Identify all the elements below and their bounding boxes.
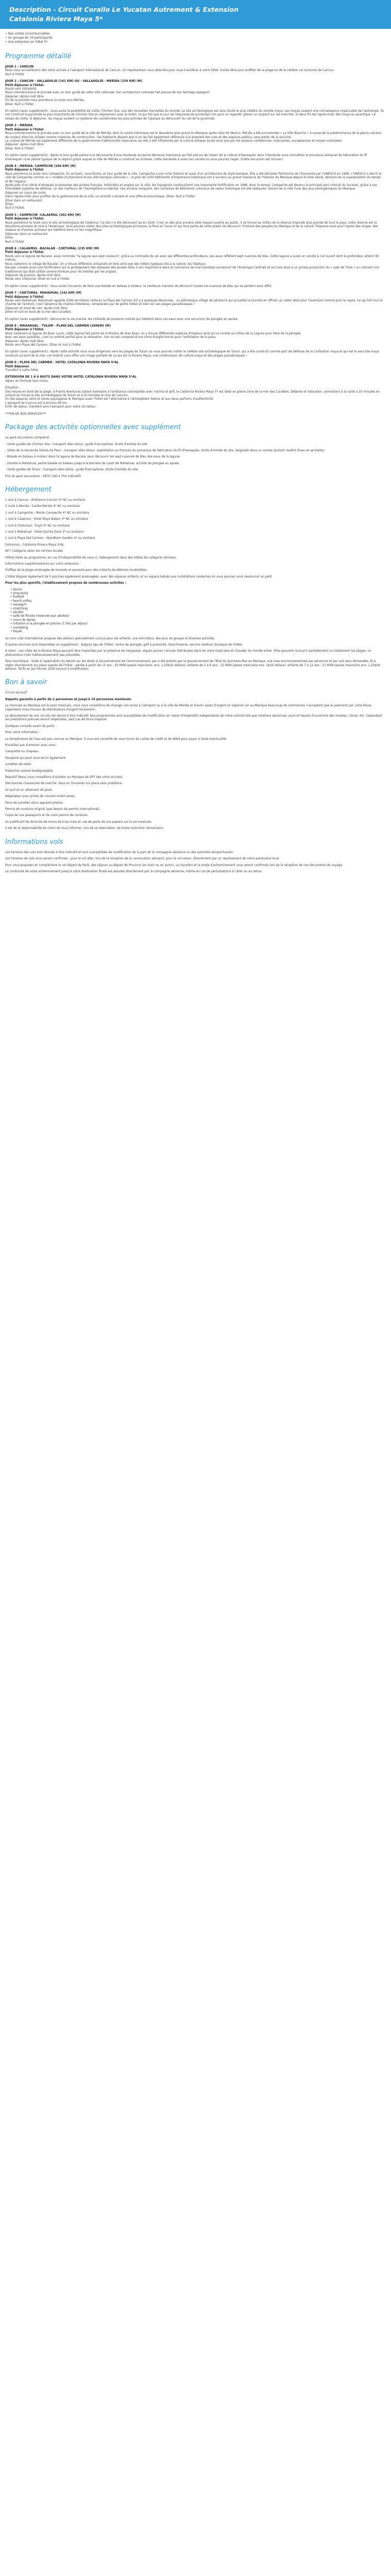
text-line: Les horaires de vols vous seront confirmés : pour le vol aller, lors de la réception de la convocation aéroport, pour le vol retour, directement par un représentant de notre partenaire local. (5, 857, 280, 861)
text-line: Adaptateur pour prises de courant américaines. (5, 795, 76, 799)
text-line: Route vers la lagune de Bacalar, aussi nommée "la lagune aux sept couleurs", grâce au contraste de sol avec ses différentes profondeurs, ses eaux reflètent sept nuances de bleu. Cette lagune a aussi un cenote à ciel ouvert dont la profondeur atteint 90 mètres. (5, 255, 379, 262)
text-line: Le pack excursions comprend : (5, 436, 51, 440)
text-line: Après près d'un siècle d'attaques incessantes des pirates français, hollandais et anglais sur la ville, les Espagnols construisirent une importante fortification en 1686. Avec le temps, Campeche est devenu le principal port colonial du Yucatan, grâce à son formidable système de défense, un des meilleurs de l'hémisphère occidental. Ces anciens remparts, des centaines de bâtiments coloniaux de valeur historique ont été restaurés, faisant de la ville l'une des plus photogéniques du Mexique. (5, 183, 378, 191)
text-line: Casquette ou chapeau. (5, 750, 40, 754)
text-line: Taxe touristique : Suite à l'application du décret sur les droits à Gouvernement de l'environnement, par e été publiés par le gouvernement de l'État du Quintana Roo au Mexique, une taxe environnementale par personne et par nuit sera demandée, et à régler directement sur place auprès de l'hôtel : adulte à partir de 13 ans : 30 MXN (pesos mexicains, env. 1,50$US dollars), enfants de 2 à 6 ans : 15 MXN (pesos mexicains env. 1$US dollars), enfants de 7 à 12 ans : 21 MXN (pesos mexicains env. 1,10$US dollars). Tarifs en Jan Février 2026 soumis à modification. (5, 660, 381, 671)
text-line: Petit déjeuner. (5, 365, 30, 368)
text-line: En des espaces verts et zones paysagères le Mexique aussi l'hôtel est l'alternative à l'atmosphère festive et aux deux parfums d'authenticité. (5, 398, 214, 401)
text-line: Prix du pack excursions : 287€ (183 € Prix indicatif) (5, 474, 81, 478)
text-line: - Visite guidée de Tulum : transport aller-retour, guide francophone, droits d'entrée du site. (5, 468, 139, 472)
text-line: Séjour en formule tout inclus. (5, 379, 49, 383)
text-line: Petit déjeuner à l'hôtel. (5, 168, 45, 172)
list-item: • beach-volley (10, 600, 384, 603)
list-item: • Kayak (10, 630, 384, 634)
list-item: • Une extension en hôtel 5* (5, 40, 384, 44)
text-line: A noter : Les côtes de la Riviera Maya peuvent être impactées par la présence de Sargasses, algues jaunes / brunes distribuées dans les mers tropicales et chaudes du monde entier. Elles peuvent recouvrir partiellement ou totalement les plages, ce phénomène n'est malheureusement pas prévisible. (5, 650, 371, 657)
text-line: 1 nuit à Mahahual : Hotel Quinta Zone 3* ou similaire (5, 530, 84, 534)
text-line: Nous visiterons la lagune de Kaan Luum, cette lagune fait partie de la Riviera de Sian Kaan, on y trouve différentes espèces d'oiseaux ainsi qu'un cenote au milieu de la Lagune pour faire de la plongée. (5, 332, 302, 335)
text-line: Nous vous accueillerons dès votre arrivée à l'aéroport international de Cancun. Un représentant vous attendra pour vous transférer à votre hôtel. Soirée libre pour profiter de la plage ou de la célèbre vie nocturne de Cancun. (5, 69, 335, 73)
text-line: - Visite de la Hacienda Sotuta de Peon : transport aller-retour, exploitation au français du processus de fabrication du fil d'henequén, droits d'entrée du site, baignade dans un cenote (prévoir maillot d'eau et serviette). (5, 449, 325, 452)
text-line: - Balade en bateau à moteur dans la lagune de Bacalar pour découvrir les sept nuances de bleu des eaux de la lagune (5, 455, 180, 459)
text-line: Nuit à l'hôtel. (5, 73, 25, 76)
text-line: Dîner. (5, 203, 14, 206)
bon-savoir-heading: Bon à savoir (5, 679, 47, 687)
programme-days (5, 65, 384, 416)
text-line: Des heures en bord de la plage, à Puerto Aventuras station balnéaire à l'ambiance cosmopolite avec marina et golf, le Catalonia Riviera Maya 5* est idéal en pleine zone de la mer des Caraïbes. Détente et relaxation, animations à la carte à 20 minutes en voiture se trouve le site archéologique de Tulum et à 50 minutes en bus de Cancún. (5, 390, 380, 398)
text-line: 2 nuits à Merida : Caribe Merida 4* NC ou similaire (5, 505, 80, 509)
text-line: Quelques conseils avant de partir : (5, 724, 57, 728)
text-line: Dans l'après-midi, pour profiter de la gastronomie de la ville, un activité culinaire et une offre écotouristique. Dîner. Nuit à l'hôtel. (5, 195, 196, 199)
text-line: N'oubliez pas d'amener avec vous : (5, 744, 58, 747)
text-line: NC* Catégorie selon les normes locales (5, 550, 63, 553)
day-block (5, 376, 384, 383)
text-line: Transfert à votre hôtel. (5, 369, 39, 372)
text-line: 1 nuit à Campeche : Misión Campeche 4* NC ou similaire (5, 511, 89, 515)
text-line: Circuit exclusif (5, 691, 27, 695)
day-title: JOUR 6 : CALAKMUL -BACALAR - CHETUMAL (235 KM) (M) (5, 247, 100, 251)
day-block (5, 165, 384, 211)
text-line: Pour votre information : (5, 731, 40, 735)
day-block (5, 154, 384, 162)
text-line: L'hôtel dispose également de 5 piscines également aménagées, avec des espaces enfants, et un espace balnéo aux installations modernes où vous pourrez vous ressourcer en petit. (5, 575, 273, 579)
text-line: - Visite guidée de Chichen Itza : transport aller-retour, guide francophone, droits d'entrée du site (5, 443, 148, 446)
day-block (5, 386, 384, 409)
text-line: Petit déjeuner à l'hôtel. (5, 328, 45, 332)
text-line: 1 nuit à Calakmul : Hotel Maya Balam 3* NC ou similaire (5, 518, 88, 521)
text-line: Nuit à l'hôtel. (5, 207, 25, 210)
text-line: Dîner. Nuit à l'hôtel. (5, 103, 35, 106)
text-line: Nous commencerons la journée avec un tour guidé de la ville de Mérida, dont le centre historique est le deuxième plus grand du Mexique après celui de Mexico. Mérida a été surnommée « La Ville Blanche » à cause de la prédominance de la pierre calcaire de couleur blanche utilisée comme matériau de construction ; les habitants étaient que si on les fait également référence à la propreté des rues et des espaces publics, sans parler de la sécurité. (5, 132, 381, 139)
list-item: • salle de fitness (réservée aux adultes) (10, 615, 384, 618)
text-line: Lunettes de soleil. (5, 763, 32, 767)
list-item: • snorkeling (10, 626, 384, 630)
text-line: L'aéroport de Cancun est à environ 80 km. (5, 401, 68, 405)
text-line: Fin de la journée nous prendrons la route vers Mérida. (5, 99, 85, 103)
day-title: JOUR 1 : CANCUN (5, 65, 34, 69)
text-line: Enfin de séjour, transfert vers l'aéroport pour votre vol retour. (5, 405, 96, 409)
day-block (5, 247, 384, 282)
banner-title-line2: Catalonia Riviera Maya 5* (9, 15, 103, 23)
text-line: Dîner. (5, 236, 14, 240)
text-line: Départs garantis à partir de 2 personnes et jusqu'à 19 personnes maximum. (5, 698, 132, 701)
day-block (5, 285, 384, 289)
day-title: JOUR 9 : PLAYA DEL CARMEN - HOTEL CATALONIA RIVIERA MAYA 5*AL (5, 361, 119, 365)
text-line: Répulsif (Nous vous conseillons d'acheter au Mexique de OFF des votre arrivée). (5, 776, 123, 779)
text-line: Paire de jumelles et/ou appareil photos. (5, 801, 63, 805)
list-item: • football (10, 596, 384, 599)
day-block (5, 350, 384, 358)
text-line: Petit déjeuner à l'hôtel. (5, 83, 45, 87)
text-line: La température de l'eau est peu connue au Mexique. Il vous est conseillé de vous munir de cartes de crédit et de débit pour payer à toute éventualité. (5, 737, 227, 741)
text-line: Déjeuner dans un restaurant. (5, 232, 48, 236)
text-line: 1 nuit à Chetumal : Truyh 4* NC ou similaire (5, 524, 70, 528)
text-line: La monnaie au Mexique est le peso mexicain, nous vous conseillons de changer vos euros à l'aéroport ou à la ville de Mérida et d'avoir assez d'argent en espèces car au Mexique beaucoup de commerces n'acceptent pas le paiement par carte bleue. Cependant vous trouvez de distributeurs d'argent facilement. (5, 704, 372, 711)
informations-heading: Informations vols (5, 838, 63, 846)
text-line: D'autres services sont disponibles en supplément : Aalgrys Spa de l'hôtel, centre de plongée, golf à proximité, blanchisserie, service médical, boutique de l'hôtel. (5, 643, 243, 647)
text-line: En option (avec supplément) : Après le tour guidé partez à la découverte d'une Hacienda ancienne demeure mexicaine qui fait preuve de l'essor de la culture d'Henequén dans l'Hacienda vous connaîtrez le processus artisanal de fabrication du fil d'henequén (une plante typique de la région) grâce auquel la ville de Mérida a construit sa richesse. Cette Hacienda à aussi son cenote où vous pourrez nager. (Cette excursion est incluse.) (5, 154, 367, 161)
text-line: Profitez de la plage aménagée de transats et parasols pour des instants de détente inoubliables. (5, 569, 148, 572)
day-title: EXTENSION DE 1 À 6 NUITS DANS VOTRE HOTEL CATALONIA RIVIERA MAYA 5*AL (5, 376, 137, 379)
text-line: En option (avec supplément) : Découvrez la vie marine, les milliards de poissons colorés qui habitent dans ces eaux avec une excursion de plongée en apnée. (5, 317, 238, 321)
text-line: Un pull et un vêtement de pluie. (5, 788, 53, 792)
day-title: JOUR 7 : CHETUMAL- MAHAHUAL (142 KM) (M) (5, 292, 82, 295)
text-line: Nous prendrons la route vers Campeche. En arrivant, nous ferons un tour guidé de la ville. Campeche a une riche histoire et aussi d'un architecture de style baroque. Elle a été déclarée Patrimoine de l'Humanité par l'UNESCO en 1999. L'UNESCO a décrit la ville de Campeche comme un « modèle d'urbanisme d'une ville baroque coloniale » ; le plan de 1000 bâtiments d'importance historique ont à survécu au grand massacre de l'histoire du Mexique depuis le XVIe siècle, témoins de la superposition du temps et de l'espace. (5, 172, 382, 183)
text-line: Petit déjeuner à l'hôtel. (5, 128, 45, 131)
text-line: Situation : (5, 386, 21, 390)
text-line: Des bonnes chaussures de marche. Vous en trouverez sur place sans problème. (5, 782, 123, 786)
text-line: Dîner dans un restaurant. (5, 199, 43, 202)
text-line: En option (avec supplément) : vous aurez la possibilité de visiter Chichen Itza, une des nouvelles merveilles du monde. Le site archéologique est sans doute le plus célèbre du monde maya. Les mayas avaient une connaissance impeccable de l'astrologie. Ils ont construit la pyramide la plus importante de Chichen Itza en alignement avec le Soleil, ce qui fait que le jour de l'équinoxe de printemps l'on peut un regarder glisser un serpent sur les marches. Si deux fin de l'après-midi, des maya au quantique. Le temps de visite, le déjeuner, les mayas avaient un système de coordonnées les plus précises de l'époque au découvert du ciel de la pyramide. (5, 110, 384, 121)
text-line: Parapluie qui peut vous servir également. (5, 756, 67, 760)
text-line: Copie de vos passeports et de votre permis de conduire. (5, 814, 89, 818)
text-line: Bacalar compte aussi une fortification qui le protégeaient des attaques des pirates dûes à son importance dans le commerce de marchandises provenant de l'Amérique Centrale et accrues dues à un grosse production du « pale de Tinte » un colorant noir traditionnel qui était utilisé comme teinture pour les textiles par les anglais. (5, 266, 380, 274)
text-line: Déjeuner. Après-midi libre. (5, 143, 44, 147)
page-banner (0, 0, 391, 29)
text-line: Nous commencerons la journée avec un tour guidé de cette ville coloniale. Son architecture coloniale fait preuve de son héritage espagnol. (5, 91, 210, 95)
excursions-body (5, 436, 384, 479)
list-item: • ping-pong (10, 592, 384, 596)
text-line: Petit déjeuner à l'hôtel. (5, 295, 45, 299)
text-line: Informations supplémentaires sur votre extension : (5, 563, 81, 566)
day-block (5, 214, 384, 244)
day-block (5, 80, 384, 107)
text-line: Route vers Playa del Carmen. Dîner et nuit à l'hôtel. (5, 344, 82, 347)
banner-title-line1: Description - Circuit Corallo Le Yucatan Autrement & Extension (9, 6, 239, 13)
programme-heading: Programme détaillé (5, 53, 72, 60)
day-block (5, 124, 384, 151)
text-line: La continuité de votre acheminement jusqu'à votre destination finale est assurée directement par la compagnie aérienne, même en cas de perturbations à l'aller ou au retour. (5, 870, 263, 873)
list-item: • initiation à la plongée en piscine (1 fois par séjour) (10, 622, 384, 626)
day-block (5, 292, 384, 314)
text-line: Nuit à l'hôtel. (5, 240, 25, 244)
text-line: Déjeuner de poisson. Après-midi libre. (5, 274, 61, 277)
text-line: 1 nuit à Cancun : Ambiance Cancún 4* NC ou similaire (5, 498, 86, 502)
excursions-heading: Package des activités optionnelles avec supplément (5, 423, 181, 432)
text-line: Pour vous proposer en complément le vol départ de Paris, des séjours au départ de Province (en train ou en avion). Le transfert et la mode d'acheminement vous seront confirmés lors de la réception de nos documents de voyage. (5, 863, 343, 867)
text-line: Hôtels listés au programme, en cas d'indisponibilité de ceux-ci, hébergement dans des hôtels de catégorie similaire. (5, 556, 177, 560)
text-line: Un justificatif de domicile de moins de trois mois en cas de perte de vos papiers sur le sol mexicain. (5, 820, 153, 824)
list-item: • tennis (10, 588, 384, 592)
text-line: ***FIN DE NOS SERVICES*** (5, 412, 46, 416)
text-line: Nous visiterons le village de Bacalar. On y trouve différents artisanats en bois ainsi que des hôtels typiques liés à la nature, les hôpitaux. (5, 262, 207, 266)
day-title: JOUR 5 : CAMPECHE -CALAKMUL (302 KM) (M) (5, 213, 81, 217)
text-line: En option (avec supplément) : Après cette activité nous nous dirigerons vers les plages de Tulum où vous pourrez visiter le célèbre site archéologique de Tulum, qui a été construit comme port de défense de la civilisation maya et qui est le seul site maya construit au bord de la mer, cet endroit vous offre une image parfaite de ce qui est la Riviera Maya, une combinaison de culture maya et des plages paradisiaques ! (5, 350, 379, 358)
day-title: JOUR 8 : MAHAHUAL - TULUM - PLAYA DEL CARMEN (290KM) (M) (5, 324, 111, 328)
hebergement-body (5, 499, 384, 671)
intro-bullets (5, 32, 384, 44)
day-block (5, 325, 384, 347)
text-line: Les horaires des vols sont donnés à titre indicatif et sont susceptibles de modification de la part de la compagnie aérienne ou des autorités aéroportuaires. (5, 851, 234, 854)
list-item: • cours de danse (10, 619, 384, 622)
text-line: Un mini club international propose des ateliers spécialement conçus pour les enfants, une mini-disco, des jeux de groupe et diverses activités. (5, 637, 216, 640)
day-title: JOUR 3 : MERIDA (5, 124, 33, 128)
day-block (5, 318, 384, 321)
list-item: • aérobic (10, 611, 384, 615)
day-title: JOUR 2 : CANCUN - VALLADOLID (161 KM) OU - VALLADOLID - MERIDA (159 KM) (M) (5, 80, 142, 83)
text-line: Il est de la responsabilité du client de nous informer, lors de sa réservation, de toute restriction alimentaire. (5, 827, 164, 831)
text-line: Avec ses eaux paisibles, c'est un endroit parfait pour la relaxation. Son sol est composé d'une sorte d'argile bonne pour l'exfoliation de la peau. (5, 336, 217, 340)
bon-savoir-body (5, 691, 384, 831)
text-line: Permis de conduire original (pas besoin de permis international). (5, 808, 101, 811)
text-line: Déjeuner en cours de route. (5, 191, 46, 195)
text-line: Extension : Catalonia Riviera Maya 5*AL (5, 543, 64, 547)
list-item: • stretching (10, 607, 384, 611)
text-line: Route vers Chetumal. Dîner et nuit à l'hôtel. (5, 278, 70, 281)
text-line: Déjeuner. Après-midi libre. (5, 340, 44, 343)
day-block (5, 110, 384, 121)
list-item: • Des visites incontournables (5, 32, 384, 36)
day-title: JOUR 4 : MERIDA- CAMPECHE (184 KM) (M) (5, 164, 76, 168)
day-block (5, 413, 384, 416)
text-line: La cuisine de Mérida est également différente de la gastronomie traditionnelle mexicaine car elle a été influencée par la culture antique locale ainsi que par les saveurs caribéennes, mexicaines, européennes et moyen-orientales. (5, 139, 343, 143)
text-line: En option (avec supplément) : Vous aurez l'occasion de faire une balade en bateau à moteur, la meilleure manière de découvrir toutes les nuances de bleu qui se perdent avec effet. (5, 284, 272, 288)
activities-list (10, 588, 384, 634)
text-line: Dîner. Nuit à l'hôtel. (5, 147, 35, 150)
text-line: Pour les plus sportifs, l'établissement propose de nombreuses activités : (5, 582, 126, 585)
informations-body (5, 851, 384, 874)
list-item: • Un groupe de 19 participants (5, 36, 384, 40)
text-line: Route vers Mahahual. Mahahual rappelle d'été territoires visiteurs la Playa del Carmen d'il y a quelques décennies : un pittoresque village de pêcheurs qui accueille la touriste en offrant un cadre idéal pour l'aventure comme pour le repos. Ce qui fait tout le charme de l'endroit, c'est l'absence de chaînes hôtelières, remplacées par de petits hôtels et bien sûr ses plages paradisiaques ! (5, 299, 383, 307)
text-line: Déjeuner. Après-midi libre. (5, 95, 44, 98)
text-line: 1 nuit à Playa Del Carmen : Wyndham Garden 4* ou similaire (5, 537, 95, 540)
day-block (5, 361, 384, 372)
text-line: Protection solaire biodégradable. (5, 769, 54, 773)
text-line: Petit déjeuner à l'hôtel. (5, 251, 45, 255)
text-line: Route vers Valladolid. (5, 88, 37, 91)
hebergement-heading: Hébergement (5, 485, 52, 494)
text-line: Déjeuner en bord de mer. Après-midi libre. (5, 307, 68, 310)
text-line: Le déroulement de nos circuits est donné à titre indicatif. Nos programmes sont susceptibles de modification en raison d'impératifs indépendants de notre volonté tels que rotations aériennes, jours et heures d'ouverture des musées, climat, etc. Cependant les prestations prévues seront respectées, sauf cas de force majeure. (5, 714, 382, 722)
text-line: Dîner et nuit en bord de la mer des Caraïbes. (5, 311, 72, 314)
main-content (0, 29, 391, 874)
text-line: Nous prendrons la route vers le site archéologique de Calakmul. Ce site n'a été découvert qu'en 1930. Il est un des plus anciens sites mayas ouverts au public. Il se trouve au milieu de la réserve tropicale plus grande de tout le pays, cette réserve est la deuxième primaire du tout à l'Amérique. Vous pourrez visiter des sites archéologiques primaires, la flore et l'aune ici qui fera partie de votre plaisir de découvrir l'histoire des peuples du Mexique et de la nature. Préparez-vous pour l'après des singes, des oiseaux et d'autres animaux qui habitent dans ce lieu magnifique. (5, 221, 378, 232)
list-item: • aquagym (10, 603, 384, 607)
text-line: - Snorkel à Mahahual, petite balade en bateau jusqu'à la barrière de corail de Mahahual, activité de plongée en apnée. (5, 462, 180, 465)
text-line: Petit déjeuner à l'hôtel. (5, 217, 45, 221)
day-block (5, 65, 384, 77)
